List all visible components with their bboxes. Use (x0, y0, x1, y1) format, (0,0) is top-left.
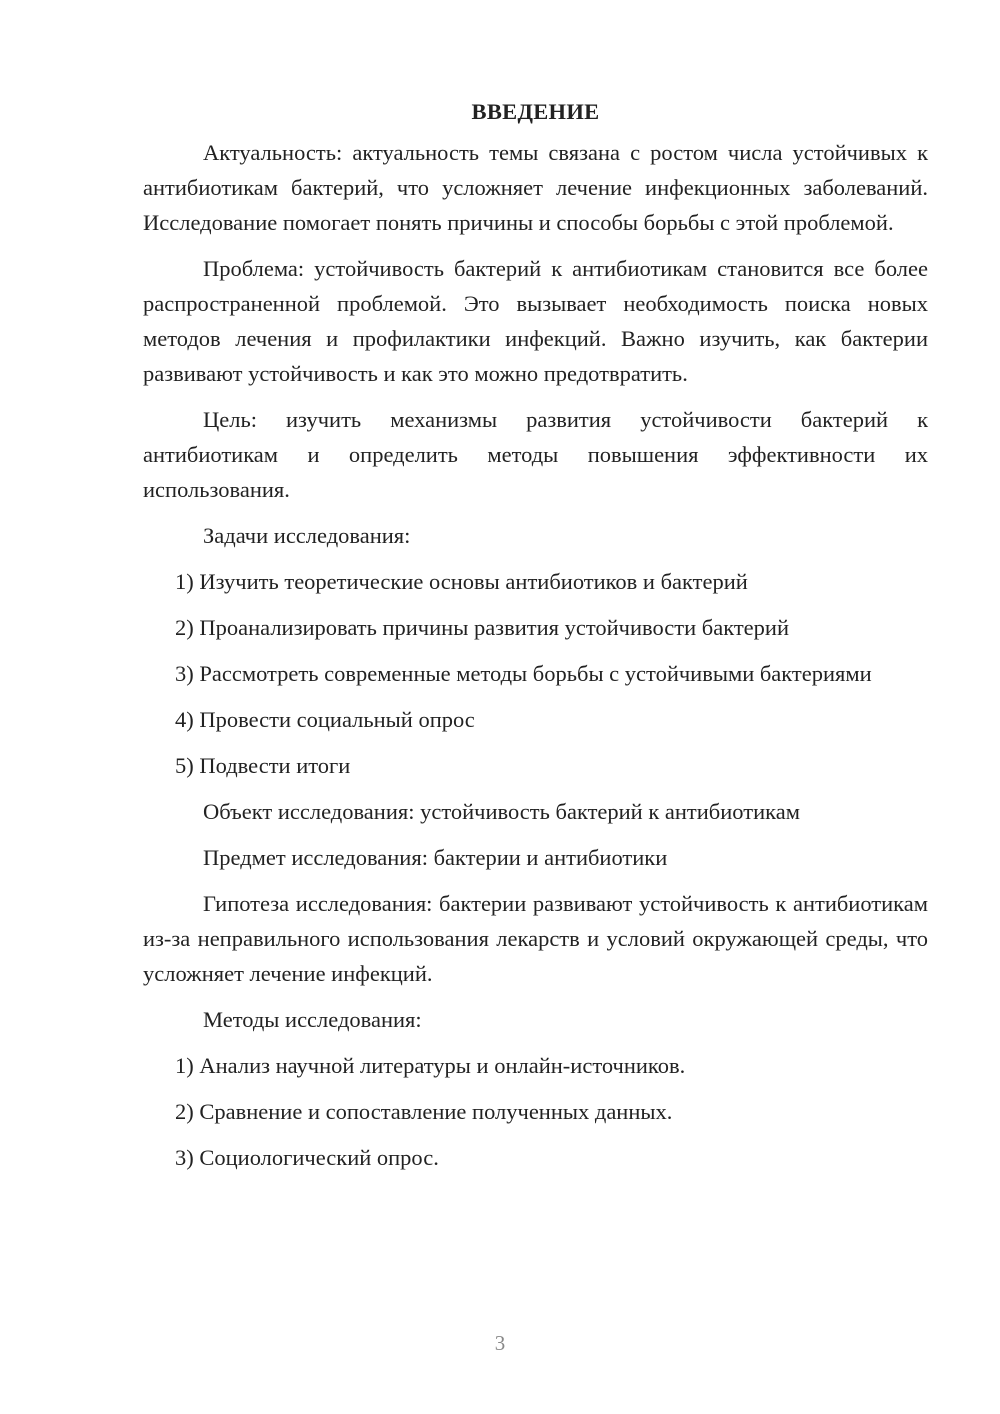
hypothesis-paragraph: Гипотеза исследования: бактерии развивают устойчивость к антибиотикам из-за неправильного использования лекарств и условий окружающей среды, что усложняет лечение инфекций. (143, 891, 928, 986)
goal-paragraph: Цель: изучить механизмы развития устойчивости бактерий к антибиотикам и определить методы повышения эффективности их использования. (143, 407, 928, 502)
page-body (143, 94, 928, 1186)
tasks-heading: Задачи исследования: (203, 523, 411, 548)
method-item: 1) Анализ научной литературы и онлайн-источников. (175, 1053, 686, 1078)
object-paragraph: Объект исследования: устойчивость бактерий к антибиотикам (203, 799, 800, 824)
task-item: 4) Провести социальный опрос (175, 707, 475, 732)
task-item: 1) Изучить теоретические основы антибиотиков и бактерий (175, 569, 748, 594)
method-item: 2) Сравнение и сопоставление полученных данных. (175, 1099, 673, 1124)
task-item: 3) Рассмотреть современные методы борьбы с устойчивыми бактериями (175, 661, 872, 686)
method-item: 3) Социологический опрос. (175, 1145, 439, 1170)
relevance-paragraph: Актуальность: актуальность темы связана с ростом числа устойчивых к антибиотикам бактерий, что усложняет лечение инфекционных заболеваний. Исследование помогает понять причины и способы борьбы с этой проблемой. (143, 140, 928, 235)
task-item: 2) Проанализировать причины развития устойчивости бактерий (175, 615, 789, 640)
page-number: 3 (494, 1331, 506, 1355)
problem-paragraph: Проблема: устойчивость бактерий к антибиотикам становится все более распространенной проблемой. Это вызывает необходимость поиска новых методов лечения и профилактики инфекций. Важно изучить, как бактерии развивают устойчивость и как это можно предотвратить. (143, 256, 928, 386)
section-heading: ВВЕДЕНИЕ (471, 99, 600, 124)
task-item: 5) Подвести итоги (175, 753, 351, 778)
subject-paragraph: Предмет исследования: бактерии и антибиотики (203, 845, 668, 870)
methods-heading: Методы исследования: (203, 1007, 422, 1032)
